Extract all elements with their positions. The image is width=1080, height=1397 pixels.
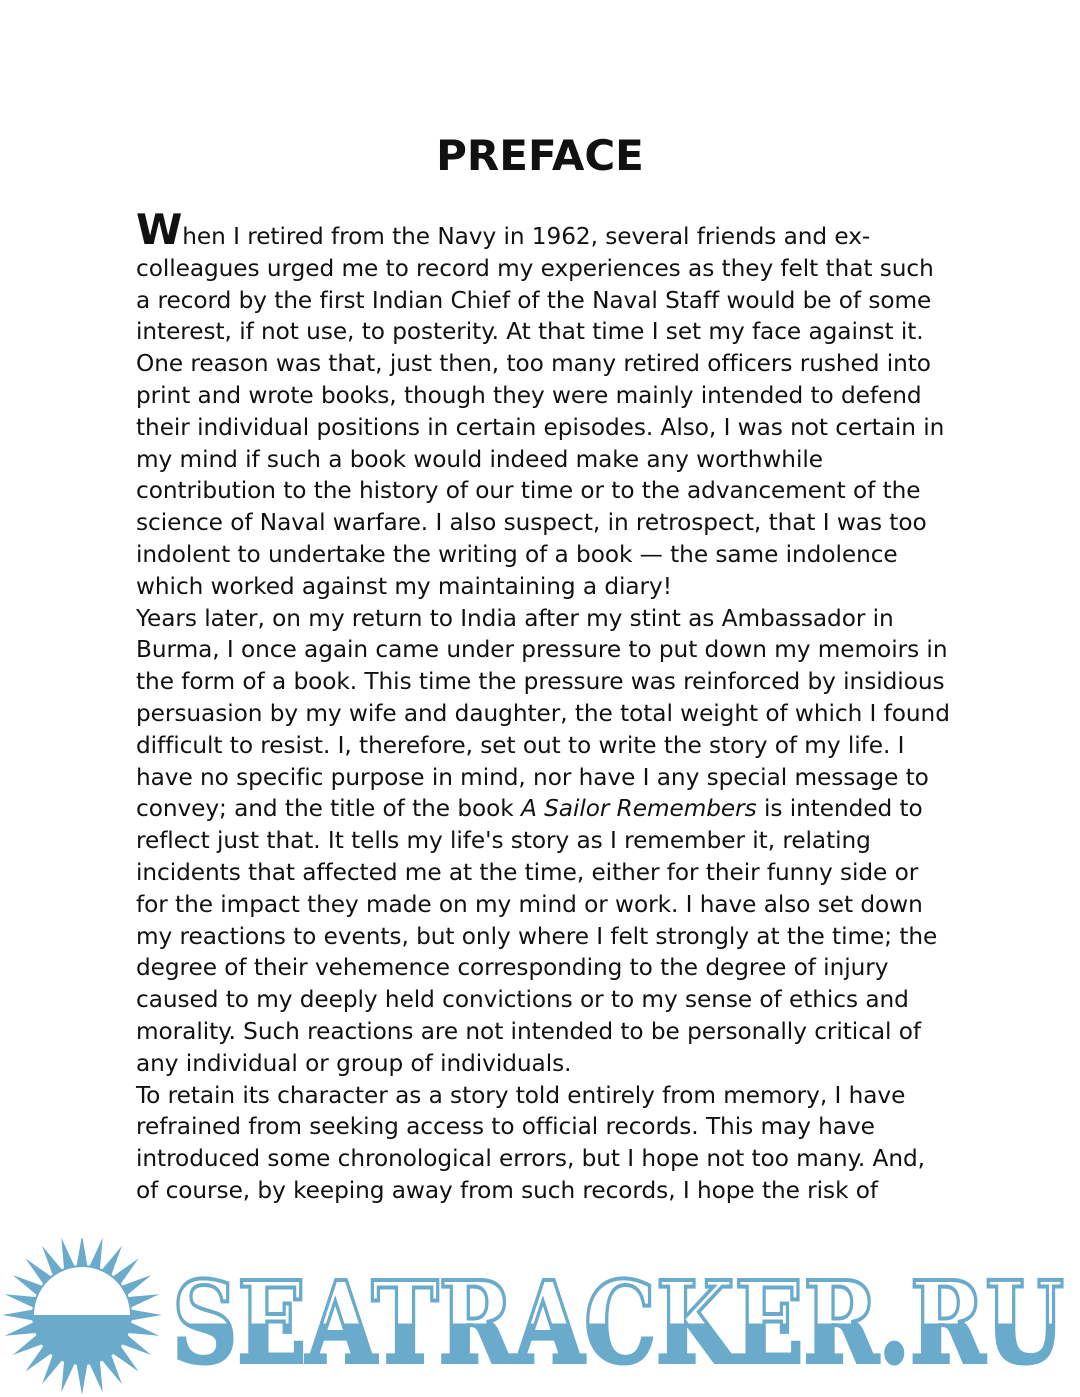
- paragraph-1-text: hen I retired from the Navy in 1962, several friends and ex-colleagues urged me to record my experiences as they felt that such a record by the first Indian Chief of the Naval Staff would be of some interest, if not use, to posterity. At that time I set my face against it. One reason was that, just then, too many retired officers rushed into print and wrote books, though they were mainly intended to defend their individual positions in certain episodes. Also, I was not certain in my mind if such a book would indeed make any worthwhile contribution to the history of our time or to the advancement of the science of Naval warfare. I also suspect, in retrospect, that I was too indolent to undertake the writing of a book — the same indolence which worked against my maintaining a diary!: [136, 223, 945, 600]
- paragraph-3-text: To retain its character as a story told entirely from memory, I have refrained from seeking access to official records. This may have introduced some chronological errors, but I hope not too many. And, of course, by keeping away from such records, I hope the risk of: [136, 1081, 925, 1204]
- preface-body: [136, 205, 951, 1207]
- watermark-banner: [0, 1238, 1080, 1397]
- page-title: PREFACE: [436, 131, 644, 180]
- paragraph-2-text-after: is intended to reflect just that. It tells my life's story as I remember it, relating incidents that affected me at the time, either for their funny side or for the impact they made on my mind or work. I have also set down my reactions to events, but only where I felt strongly at the time; the degree of their vehemence corresponding to the degree of injury caused to my deeply held convictions or to my sense of ethics and morality. Such reactions are not intended to be personally critical of any individual or group of individuals.: [136, 795, 938, 1077]
- paragraph-1: [136, 205, 951, 603]
- watermark-svg: [0, 1238, 1080, 1397]
- sun-icon: [2, 1238, 162, 1395]
- paragraph-2: [136, 603, 951, 1080]
- drop-cap: W: [136, 205, 183, 254]
- book-title: A Sailor Remembers: [520, 795, 757, 823]
- paragraph-3: [136, 1080, 951, 1207]
- paragraph-2-text-before: Years later, on my return to India after my stint as Ambassador in Burma, I once again came under pressure to put down my memoirs in the form of a book. This time the pressure was reinforced by insidious persuasion by my wife and daughter, the total weight of which I found difficult to resist. I, therefore, set out to write the story of my life. I have no specific purpose in mind, nor have I any special message to convey; and the title of the book: [136, 604, 950, 823]
- watermark-text: SEATRACKER.RU: [172, 1258, 1064, 1389]
